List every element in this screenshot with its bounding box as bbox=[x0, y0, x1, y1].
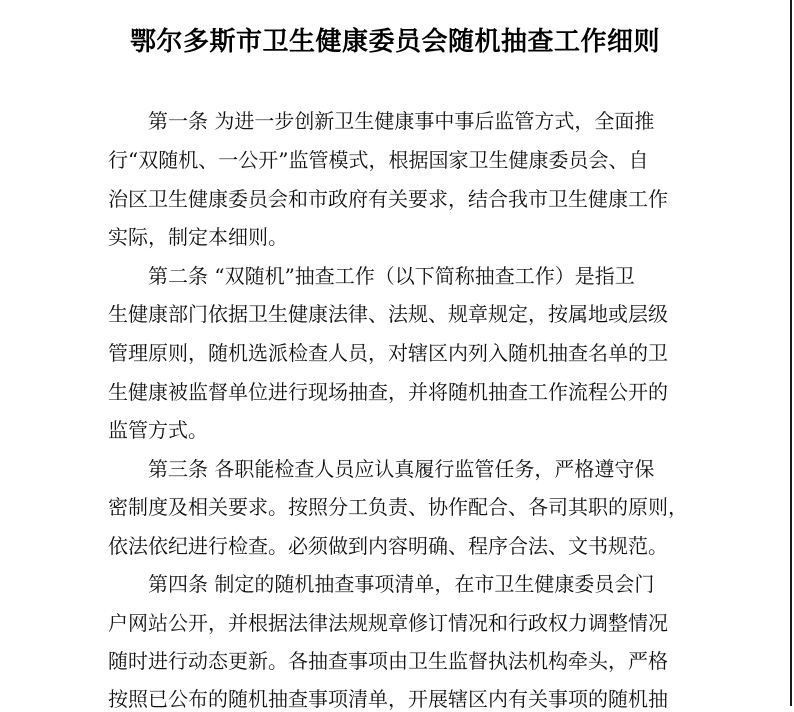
body-line: 管理原则，随机选派检查人员，对辖区内列入随机抽查名单的卫 bbox=[108, 341, 668, 365]
body-line: 第一条 为进一步创新卫生健康事中事后监管方式，全面推 bbox=[148, 109, 655, 133]
body-line: 依法依纪进行检查。必须做到内容明确、程序合法、文书规范。 bbox=[108, 534, 668, 558]
body-line: 密制度及相关要求。按照分工负责、协作配合、各司其职的原则， bbox=[108, 495, 688, 519]
body-line: 治区卫生健康委员会和市政府有关要求，结合我市卫生健康工作 bbox=[108, 187, 668, 211]
body-line: 第三条 各职能检查人员应认真履行监管任务，严格遵守保 bbox=[148, 457, 655, 481]
body-line: 随时进行动态更新。各抽查事项由卫生监督执法机构牵头，严格 bbox=[108, 649, 668, 673]
body-line: 监管方式。 bbox=[108, 418, 208, 442]
body-line: 按照已公布的随机抽查事项清单，开展辖区内有关事项的随机抽 bbox=[108, 687, 668, 711]
body-line: 第二条 “双随机”抽查工作（以下简称抽查工作）是指卫 bbox=[148, 264, 635, 288]
body-line: 行“双随机、一公开”监管模式，根据国家卫生健康委员会、自 bbox=[108, 148, 649, 172]
body-line: 实际，制定本细则。 bbox=[108, 225, 288, 249]
document-title: 鄂尔多斯市卫生健康委员会随机抽查工作细则 bbox=[129, 27, 660, 57]
body-line: 生健康被监督单位进行现场抽查，并将随机抽查工作流程公开的 bbox=[108, 380, 668, 404]
body-line: 生健康部门依据卫生健康法律、法规、规章规定，按属地或层级 bbox=[108, 302, 668, 326]
body-line: 第四条 制定的随机抽查事项清单，在市卫生健康委员会门 bbox=[148, 572, 655, 596]
body-line: 户网站公开，并根据法律法规规章修订情况和行政权力调整情况 bbox=[108, 611, 668, 635]
